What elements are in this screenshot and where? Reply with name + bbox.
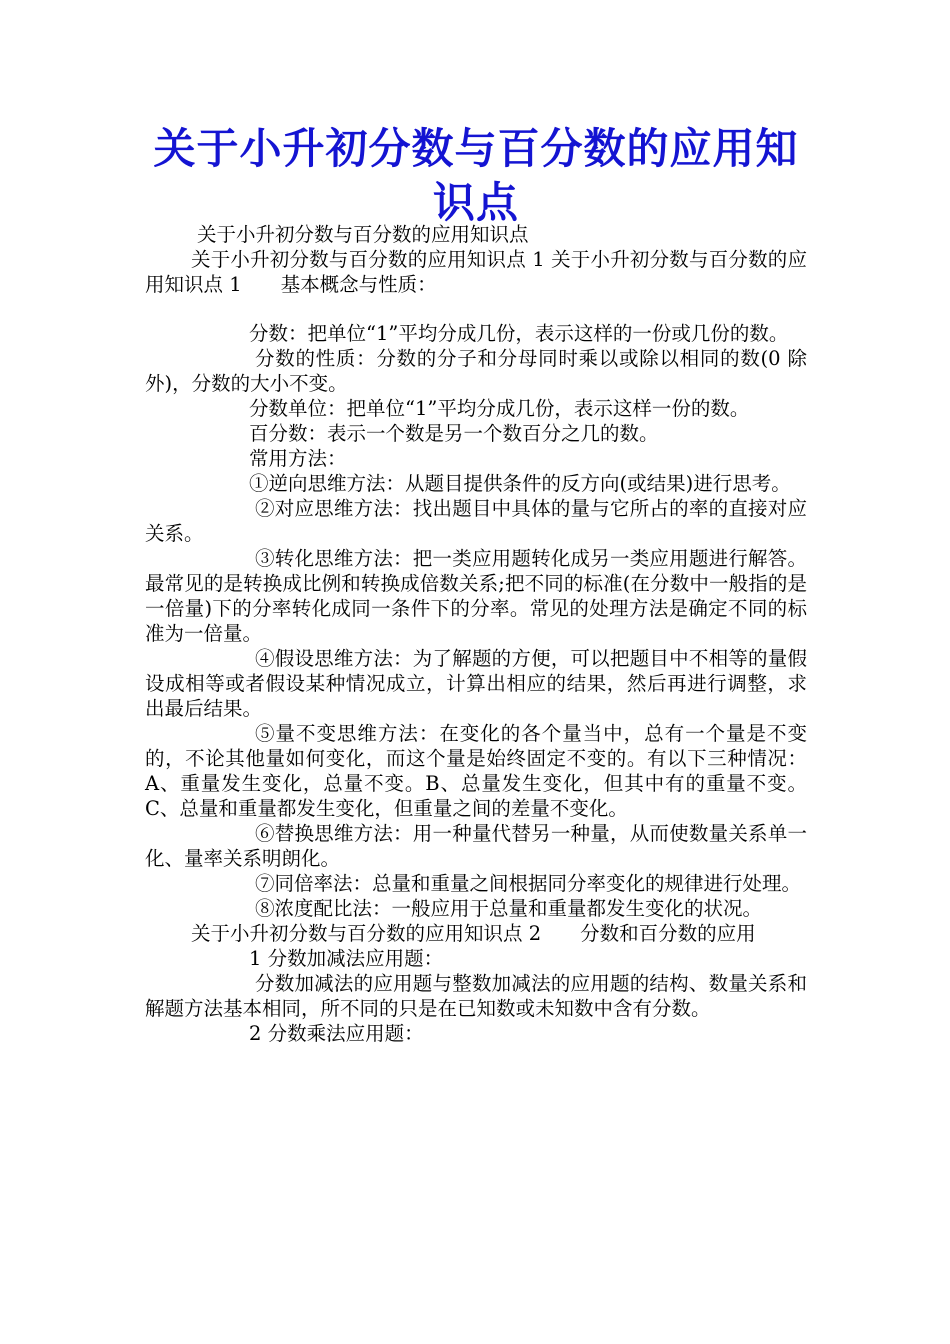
paragraph: ④假设思维方法：为了解题的方便，可以把题目中不相等的量假设成相等或者假设某种情况成立，计算出相应的结果，然后再进行调整，求出最后结果。 <box>145 647 807 720</box>
paragraph: ⑦同倍率法：总量和重量之间根据同分率变化的规律进行处理。 <box>255 872 802 895</box>
document-title: 关于小升初分数与百分数的应用知识点 <box>153 124 799 227</box>
paragraph: ③转化思维方法：把一类应用题转化成另一类应用题进行解答。最常见的是转换成比例和转换成倍数关系;把不同的标准(在分数中一般指的是一倍量)下的分率转化成同一条件下的分率。常见的处理方法是确定不同的标准为一倍量。 <box>145 547 807 645</box>
paragraph: ⑤量不变思维方法：在变化的各个量当中，总有一个量是不变的，不论其他量如何变化，而这个量是始终固定不变的。有以下三种情况：A、重量发生变化，总量不变。B、总量发生变化，但其中有的重量不变。C、总量和重量都发生变化，但重量之间的差量不变化。 <box>145 722 807 820</box>
paragraph: ⑥替换思维方法：用一种量代替另一种量，从而使数量关系单一化、量率关系明朗化。 <box>145 822 807 870</box>
paragraph: 分数加减法的应用题与整数加减法的应用题的结构、数量关系和解题方法基本相同，所不同的只是在已知数或未知数中含有分数。 <box>145 972 807 1020</box>
paragraph: 分数单位：把单位“1”平均分成几份，表示这样一份的数。 <box>249 397 750 420</box>
paragraph: 关于小升初分数与百分数的应用知识点 2 分数和百分数的应用 <box>191 922 756 945</box>
paragraph: 分数的性质：分数的分子和分母同时乘以或除以相同的数(0 除外)，分数的大小不变。 <box>145 347 807 395</box>
paragraph: ②对应思维方法：找出题目中具体的量与它所占的率的直接对应关系。 <box>145 497 807 545</box>
paragraph-gap <box>145 297 807 321</box>
paragraph: 关于小升初分数与百分数的应用知识点 1 关于小升初分数与百分数的应用知识点 1 基本概念与性质： <box>145 248 807 296</box>
paragraph: 1 分数加减法应用题： <box>249 947 444 970</box>
document-body <box>145 222 807 1046</box>
paragraph: 百分数：表示一个数是另一个数百分之几的数。 <box>249 422 659 445</box>
paragraph: ⑧浓度配比法：一般应用于总量和重量都发生变化的状况。 <box>255 897 763 920</box>
paragraph: 分数：把单位“1”平均分成几份，表示这样的一份或几份的数。 <box>249 322 789 345</box>
paragraph: 2 分数乘法应用题： <box>249 1022 424 1045</box>
paragraph: 常用方法： <box>249 447 347 470</box>
paragraph: ①逆向思维方法：从题目提供条件的反方向(或结果)进行思考。 <box>249 472 791 495</box>
paragraph: 关于小升初分数与百分数的应用知识点 <box>197 223 529 246</box>
